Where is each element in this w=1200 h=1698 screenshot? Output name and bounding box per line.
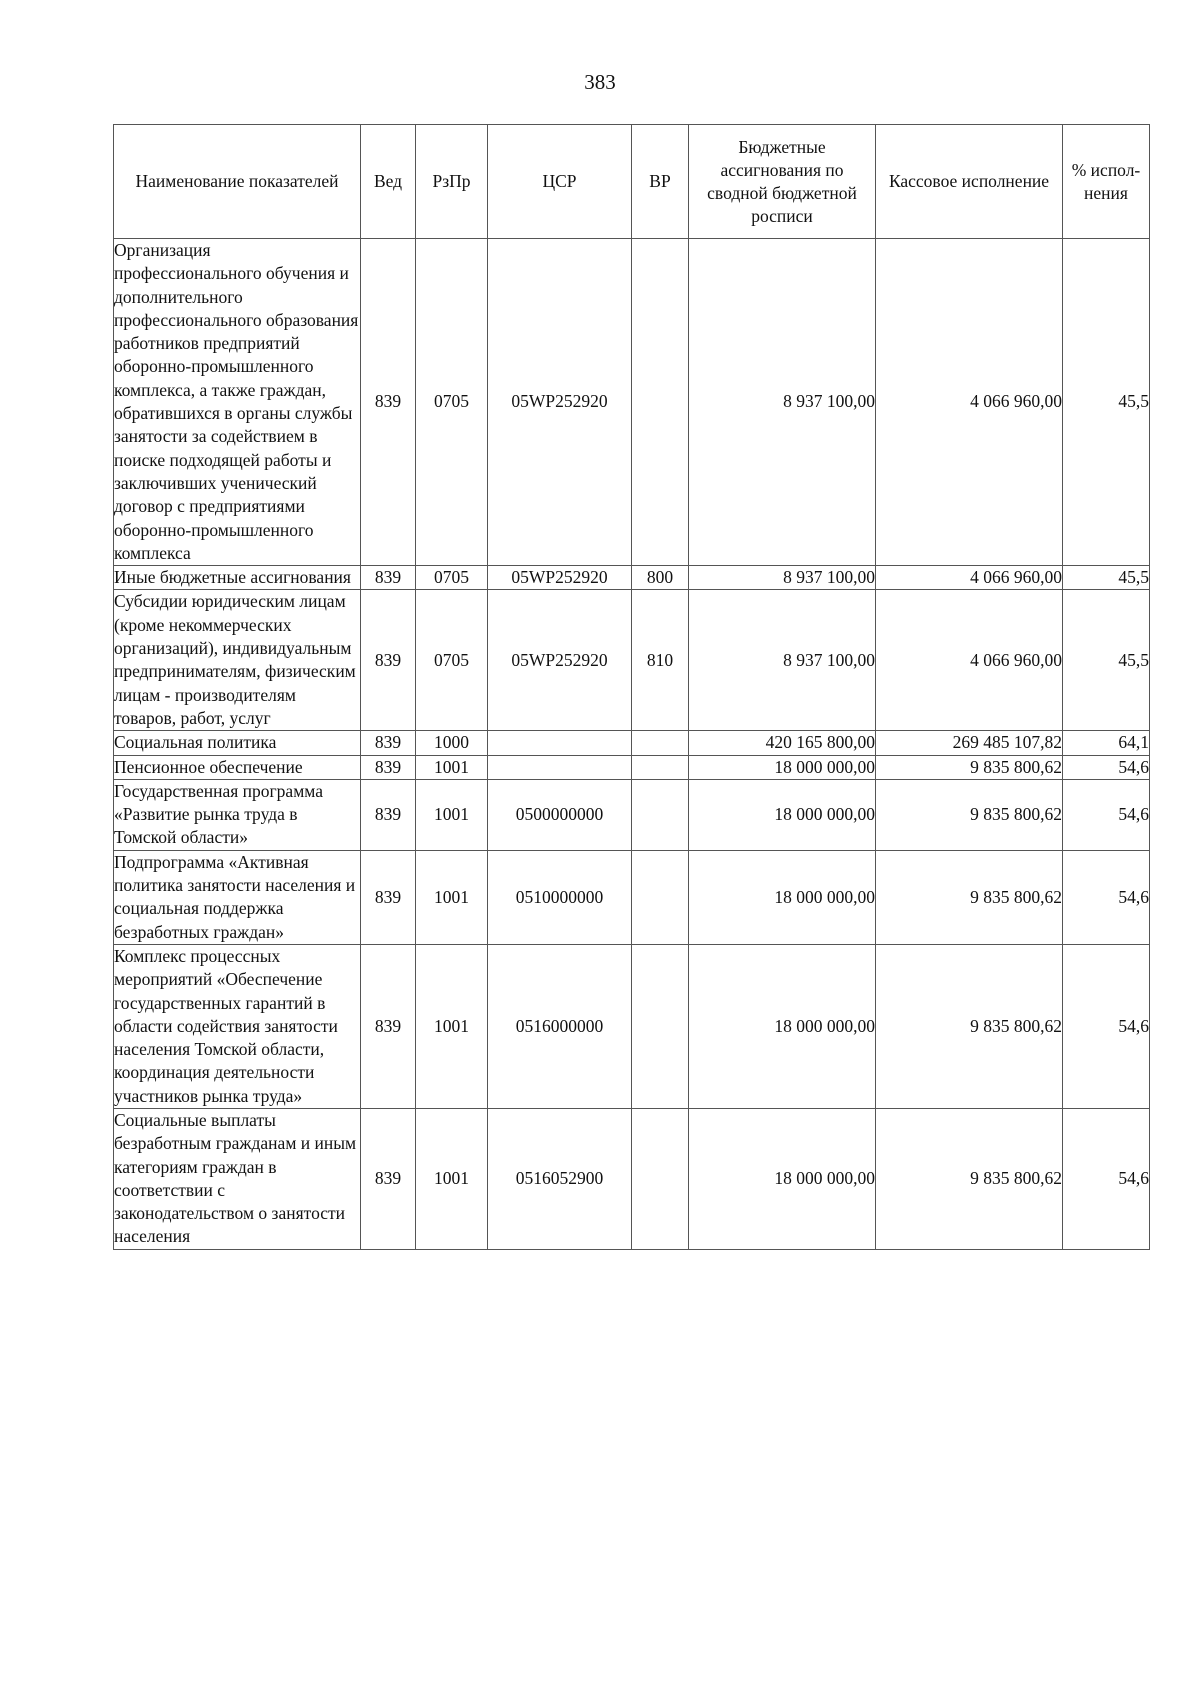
cell-vr	[632, 1108, 689, 1249]
cell-cash: 4 066 960,00	[876, 590, 1063, 731]
cell-cash: 9 835 800,62	[876, 779, 1063, 850]
header-budget: Бюджетные ассигнования по сводной бюджетной росписи	[689, 125, 876, 239]
cell-cash: 9 835 800,62	[876, 944, 1063, 1108]
cell-name: Иные бюджетные ассигнования	[114, 566, 361, 590]
cell-cash: 9 835 800,62	[876, 755, 1063, 779]
table-row	[114, 850, 1150, 944]
cell-name: Комплекс процессных мероприятий «Обеспечение государственных гарантий в области содействия занятости населения Томской области, координация деятельности участников рынка труда»	[114, 944, 361, 1108]
cell-ved: 839	[361, 1108, 416, 1249]
table-row	[114, 944, 1150, 1108]
cell-vr	[632, 850, 689, 944]
header-vr: ВР	[632, 125, 689, 239]
cell-csr: 05WP252920	[488, 239, 632, 566]
cell-ved: 839	[361, 850, 416, 944]
header-cash: Кассовое исполнение	[876, 125, 1063, 239]
cell-vr	[632, 944, 689, 1108]
cell-name: Пенсионное обеспечение	[114, 755, 361, 779]
cell-csr: 05WP252920	[488, 590, 632, 731]
table-row	[114, 239, 1150, 566]
cell-vr: 810	[632, 590, 689, 731]
cell-percent: 54,6	[1063, 779, 1150, 850]
cell-budget: 18 000 000,00	[689, 1108, 876, 1249]
cell-budget: 8 937 100,00	[689, 239, 876, 566]
cell-ved: 839	[361, 731, 416, 755]
cell-rzpr: 0705	[416, 239, 488, 566]
cell-vr	[632, 239, 689, 566]
cell-percent: 64,1	[1063, 731, 1150, 755]
cell-ved: 839	[361, 755, 416, 779]
cell-percent: 45,5	[1063, 566, 1150, 590]
cell-budget: 420 165 800,00	[689, 731, 876, 755]
cell-ved: 839	[361, 239, 416, 566]
cell-ved: 839	[361, 779, 416, 850]
cell-vr	[632, 731, 689, 755]
cell-csr: 05WP252920	[488, 566, 632, 590]
cell-name: Государственная программа «Развитие рынка труда в Томской области»	[114, 779, 361, 850]
cell-rzpr: 1001	[416, 755, 488, 779]
cell-cash: 4 066 960,00	[876, 566, 1063, 590]
cell-percent: 45,5	[1063, 239, 1150, 566]
cell-rzpr: 1000	[416, 731, 488, 755]
cell-rzpr: 0705	[416, 566, 488, 590]
cell-vr: 800	[632, 566, 689, 590]
cell-cash: 269 485 107,82	[876, 731, 1063, 755]
cell-rzpr: 1001	[416, 850, 488, 944]
cell-percent: 54,6	[1063, 944, 1150, 1108]
cell-csr: 0510000000	[488, 850, 632, 944]
cell-percent: 54,6	[1063, 850, 1150, 944]
cell-budget: 8 937 100,00	[689, 590, 876, 731]
cell-percent: 54,6	[1063, 1108, 1150, 1249]
header-percent: % испол-нения	[1063, 125, 1150, 239]
cell-vr	[632, 779, 689, 850]
page-number: 383	[584, 70, 616, 94]
table-row	[114, 779, 1150, 850]
cell-budget: 18 000 000,00	[689, 779, 876, 850]
header-name: Наименование показателей	[114, 125, 361, 239]
table-row	[114, 755, 1150, 779]
cell-csr: 0516000000	[488, 944, 632, 1108]
cell-name: Субсидии юридическим лицам (кроме некоммерческих организаций), индивидуальным предпринимателям, физическим лицам - производителям товаров, работ, услуг	[114, 590, 361, 731]
cell-budget: 18 000 000,00	[689, 850, 876, 944]
cell-csr: 0500000000	[488, 779, 632, 850]
table-row	[114, 590, 1150, 731]
cell-ved: 839	[361, 566, 416, 590]
cell-csr	[488, 755, 632, 779]
cell-ved: 839	[361, 590, 416, 731]
cell-cash: 9 835 800,62	[876, 850, 1063, 944]
cell-name: Социальные выплаты безработным гражданам и иным категориям граждан в соответствии с законодательством о занятости населения	[114, 1108, 361, 1249]
cell-vr	[632, 755, 689, 779]
cell-budget: 8 937 100,00	[689, 566, 876, 590]
cell-rzpr: 1001	[416, 944, 488, 1108]
cell-csr: 0516052900	[488, 1108, 632, 1249]
cell-cash: 9 835 800,62	[876, 1108, 1063, 1249]
cell-percent: 54,6	[1063, 755, 1150, 779]
cell-budget: 18 000 000,00	[689, 944, 876, 1108]
cell-name: Социальная политика	[114, 731, 361, 755]
table-row	[114, 1108, 1150, 1249]
cell-name: Организация профессионального обучения и дополнительного профессионального образования работников предприятий оборонно-промышленного комплекса, а также граждан, обратившихся в органы службы занятости за содействием в поиске подходящей работы и заключивших ученический договор с предприятиями оборонно-промышленного комплекса	[114, 239, 361, 566]
cell-budget: 18 000 000,00	[689, 755, 876, 779]
cell-percent: 45,5	[1063, 590, 1150, 731]
table-header-row	[114, 125, 1150, 239]
cell-cash: 4 066 960,00	[876, 239, 1063, 566]
header-ved: Вед	[361, 125, 416, 239]
cell-ved: 839	[361, 944, 416, 1108]
budget-table	[113, 124, 1150, 1250]
cell-rzpr: 1001	[416, 1108, 488, 1249]
header-rzpr: РзПр	[416, 125, 488, 239]
cell-csr	[488, 731, 632, 755]
table-row	[114, 731, 1150, 755]
table-row	[114, 566, 1150, 590]
cell-name: Подпрограмма «Активная политика занятости населения и социальная поддержка безработных граждан»	[114, 850, 361, 944]
cell-rzpr: 1001	[416, 779, 488, 850]
cell-rzpr: 0705	[416, 590, 488, 731]
header-csr: ЦСР	[488, 125, 632, 239]
